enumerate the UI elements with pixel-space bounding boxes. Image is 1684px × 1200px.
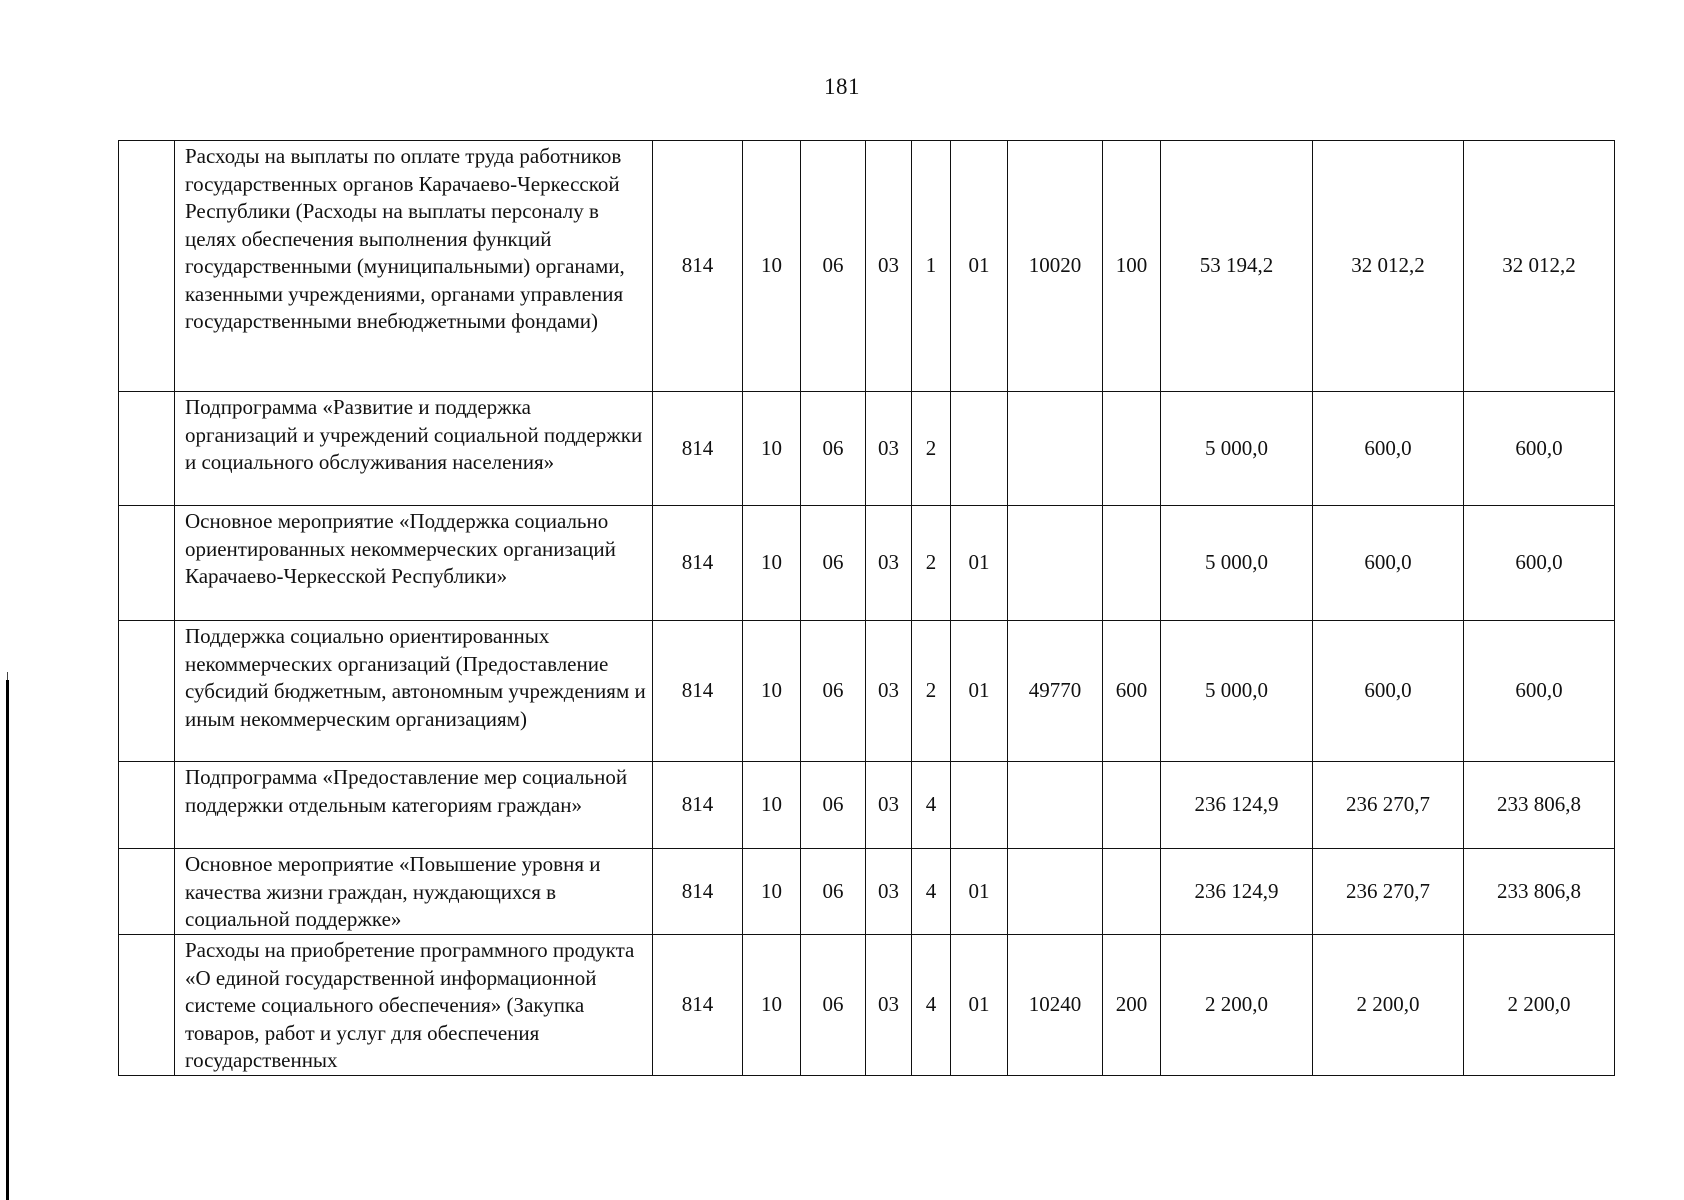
- expense-type-cell: [1103, 849, 1161, 935]
- grbs-cell: 814: [653, 762, 743, 849]
- scan-edge-line: [6, 680, 9, 1200]
- expense-type-cell: [1103, 762, 1161, 849]
- amount-year3-cell: 233 806,8: [1464, 849, 1615, 935]
- section-cell: 10: [743, 849, 801, 935]
- program-cell: 03: [866, 141, 912, 392]
- page-number: 181: [824, 74, 860, 99]
- amount-year3-cell: 600,0: [1464, 506, 1615, 621]
- main-event-cell: 01: [951, 141, 1008, 392]
- row-number-cell: [119, 141, 175, 392]
- direction-cell: 10240: [1008, 935, 1103, 1076]
- main-event-cell: 01: [951, 849, 1008, 935]
- amount-year1-cell: 2 200,0: [1161, 935, 1313, 1076]
- row-number-cell: [119, 762, 175, 849]
- subprogram-cell: 2: [912, 506, 951, 621]
- subsection-cell: 06: [801, 141, 866, 392]
- grbs-cell: 814: [653, 506, 743, 621]
- subprogram-cell: 1: [912, 141, 951, 392]
- amount-year1-cell: 236 124,9: [1161, 849, 1313, 935]
- table-row: [119, 849, 1615, 935]
- direction-cell: [1008, 506, 1103, 621]
- section-cell: 10: [743, 506, 801, 621]
- amount-year1-cell: 5 000,0: [1161, 621, 1313, 762]
- table-row: [119, 762, 1615, 849]
- direction-cell: [1008, 762, 1103, 849]
- amount-year3-cell: 600,0: [1464, 621, 1615, 762]
- subsection-cell: 06: [801, 506, 866, 621]
- program-cell: 03: [866, 621, 912, 762]
- row-number-cell: [119, 506, 175, 621]
- subprogram-cell: 4: [912, 935, 951, 1076]
- subsection-cell: 06: [801, 935, 866, 1076]
- expense-type-cell: 100: [1103, 141, 1161, 392]
- row-number-cell: [119, 849, 175, 935]
- amount-year1-cell: 236 124,9: [1161, 762, 1313, 849]
- subsection-cell: 06: [801, 849, 866, 935]
- table-row: [119, 935, 1615, 1076]
- amount-year2-cell: 600,0: [1313, 621, 1464, 762]
- amount-year1-cell: 53 194,2: [1161, 141, 1313, 392]
- subprogram-cell: 4: [912, 849, 951, 935]
- grbs-cell: 814: [653, 849, 743, 935]
- main-event-cell: 01: [951, 506, 1008, 621]
- description-cell: Основное мероприятие «Повышение уровня и качества жизни граждан, нуждающихся в социальной поддержке»: [175, 849, 653, 935]
- description-cell: Поддержка социально ориентированных некоммерческих организаций (Предоставление субсидий бюджетным, автономным учреждениям и иным некоммерческим организациям): [175, 621, 653, 762]
- amount-year3-cell: 2 200,0: [1464, 935, 1615, 1076]
- expense-type-cell: 200: [1103, 935, 1161, 1076]
- section-cell: 10: [743, 392, 801, 506]
- grbs-cell: 814: [653, 621, 743, 762]
- direction-cell: 10020: [1008, 141, 1103, 392]
- amount-year2-cell: 2 200,0: [1313, 935, 1464, 1076]
- section-cell: 10: [743, 621, 801, 762]
- grbs-cell: 814: [653, 935, 743, 1076]
- program-cell: 03: [866, 762, 912, 849]
- budget-table: [118, 140, 1615, 1076]
- subprogram-cell: 2: [912, 392, 951, 506]
- row-number-cell: [119, 392, 175, 506]
- amount-year3-cell: 32 012,2: [1464, 141, 1615, 392]
- direction-cell: [1008, 392, 1103, 506]
- expense-type-cell: [1103, 392, 1161, 506]
- subprogram-cell: 2: [912, 621, 951, 762]
- section-cell: 10: [743, 935, 801, 1076]
- description-cell: Подпрограмма «Предоставление мер социальной поддержки отдельным категориям граждан»: [175, 762, 653, 849]
- table-row: [119, 506, 1615, 621]
- section-cell: 10: [743, 762, 801, 849]
- description-cell: Расходы на приобретение программного продукта «О единой государственной информационной системе социального обеспечения» (Закупка товаров, работ и услуг для обеспечения государственных: [175, 935, 653, 1076]
- amount-year3-cell: 600,0: [1464, 392, 1615, 506]
- amount-year2-cell: 236 270,7: [1313, 762, 1464, 849]
- subsection-cell: 06: [801, 762, 866, 849]
- main-event-cell: [951, 392, 1008, 506]
- subprogram-cell: 4: [912, 762, 951, 849]
- main-event-cell: [951, 762, 1008, 849]
- main-event-cell: 01: [951, 935, 1008, 1076]
- amount-year1-cell: 5 000,0: [1161, 506, 1313, 621]
- grbs-cell: 814: [653, 392, 743, 506]
- row-number-cell: [119, 621, 175, 762]
- description-cell: Основное мероприятие «Поддержка социально ориентированных некоммерческих организаций Карачаево-Черкесской Республики»: [175, 506, 653, 621]
- amount-year3-cell: 233 806,8: [1464, 762, 1615, 849]
- program-cell: 03: [866, 849, 912, 935]
- description-cell: Подпрограмма «Развитие и поддержка организаций и учреждений социальной поддержки и социального обслуживания населения»: [175, 392, 653, 506]
- amount-year2-cell: 600,0: [1313, 392, 1464, 506]
- main-event-cell: 01: [951, 621, 1008, 762]
- section-cell: 10: [743, 141, 801, 392]
- program-cell: 03: [866, 935, 912, 1076]
- subsection-cell: 06: [801, 392, 866, 506]
- direction-cell: [1008, 849, 1103, 935]
- direction-cell: 49770: [1008, 621, 1103, 762]
- table-row: [119, 621, 1615, 762]
- expense-type-cell: [1103, 506, 1161, 621]
- amount-year2-cell: 32 012,2: [1313, 141, 1464, 392]
- amount-year1-cell: 5 000,0: [1161, 392, 1313, 506]
- grbs-cell: 814: [653, 141, 743, 392]
- row-number-cell: [119, 935, 175, 1076]
- description-cell: Расходы на выплаты по оплате труда работников государственных органов Карачаево-Черкесской Республики (Расходы на выплаты персоналу в целях обеспечения выполнения функций государственными (муниципальными) органами, казенными учреждениями, органами управления государственными внебюджетными фондами): [175, 141, 653, 392]
- amount-year2-cell: 236 270,7: [1313, 849, 1464, 935]
- subsection-cell: 06: [801, 621, 866, 762]
- program-cell: 03: [866, 392, 912, 506]
- table-row: [119, 392, 1615, 506]
- expense-type-cell: 600: [1103, 621, 1161, 762]
- amount-year2-cell: 600,0: [1313, 506, 1464, 621]
- program-cell: 03: [866, 506, 912, 621]
- table-row: [119, 141, 1615, 392]
